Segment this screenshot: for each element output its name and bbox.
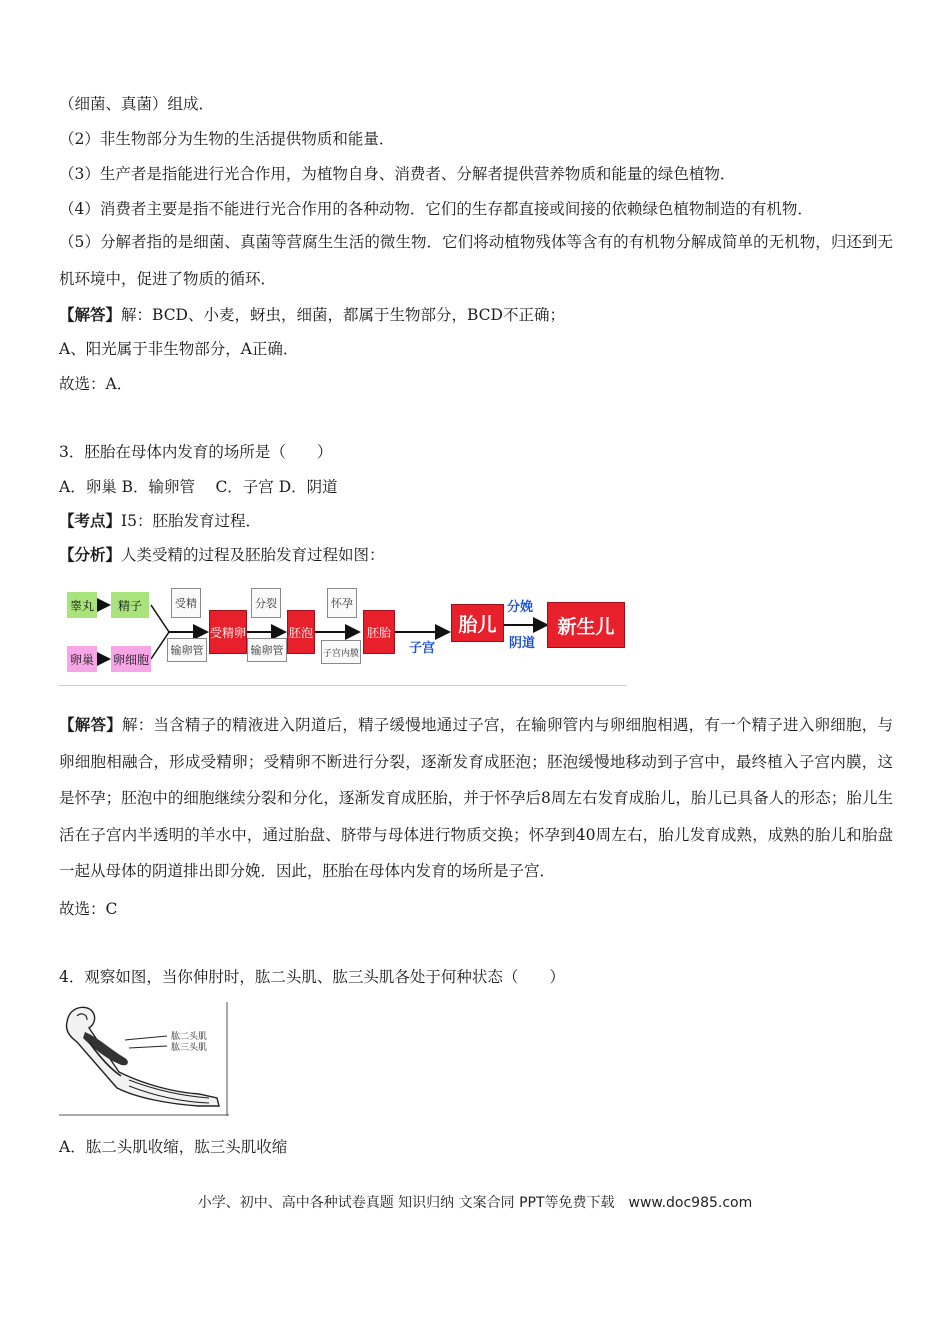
triceps-label: 肱三头肌 xyxy=(171,1043,208,1053)
biceps-label: 肱二头肌 xyxy=(171,1032,208,1042)
fetus-box: 胎儿 xyxy=(451,604,504,642)
fertilize-label: 受精 xyxy=(171,588,201,618)
pregnancy-label: 怀孕 xyxy=(327,588,357,618)
paragraph-decomposer: （5）分解者指的是细菌、真菌等营腐生生活的微生物．它们将动植物残体等含有的有机物分解成简单的无机物，归还到无机环境中，促进了物质的循环． xyxy=(59,233,893,288)
page-footer: 小学、初中、高中各种试卷真题 知识归纳 文案合同 PPT等免费下载 www.doc985.com xyxy=(197,1195,753,1211)
analysis-text: 人类受精的过程及胚胎发育过程如图： xyxy=(121,546,385,564)
answer-text: 解：BCD、小麦，蚜虫，细菌，都属于生物部分，BCD不正确； xyxy=(121,306,565,324)
answer-text: 解：当含精子的精液进入阴道后，精子缓慢地通过子宫，在输卵管内与卵细胞相遇，有一个精子进入卵细胞，与卵细胞相融合，形成受精卵；受精卵不断进行分裂，逐渐发育成胚泡；胚泡缓慢地移动到子宫中，最终植入子宫内膜，这是怀孕；胚泡中的细胞继续分裂和分化，逐渐发育成胚胎，并于怀孕后8周左右发育成胎儿，胎儿已具备人的形态；胎儿生活在子宫内半透明的羊水中，通过胎盘、脐带与母体进行物质交换；怀孕到40周左右，胎儿发育成熟，成熟的胎儿和胎盘一起从母体的阴道排出即分娩．因此，胚胎在母体内发育的场所是子宫． xyxy=(59,716,893,880)
blastocyst-box: 胚泡 xyxy=(287,610,315,654)
diagram-divider xyxy=(59,685,627,686)
newborn-box: 新生儿 xyxy=(547,602,625,648)
question-3-choose: 故选：C xyxy=(59,900,118,918)
arm-muscle-figure xyxy=(59,1002,229,1116)
oviduct-label-2: 输卵管 xyxy=(247,638,287,662)
choose-line: 故选：A． xyxy=(59,375,133,393)
endometrium-label: 子宫内膜 xyxy=(321,640,361,664)
analysis-label: 【分析】 xyxy=(59,545,122,564)
testis-box: 睾丸 xyxy=(67,592,97,618)
point-text: I5：胚胎发育过程． xyxy=(121,512,262,530)
paragraph-line: （4）消费者主要是指不能进行光合作用的各种动物．它们的生存都直接或间接的依赖绿色植物制造的有机物． xyxy=(59,200,813,218)
answer-a-line: A、阳光属于非生物部分，A正确． xyxy=(59,340,299,358)
question-3-analysis xyxy=(59,545,385,565)
answer-label: 【解答】 xyxy=(59,715,122,734)
question-4: 4．观察如图，当你伸肘时，肱二头肌、肱三头肌各处于何种状态（ ） xyxy=(59,968,565,986)
answer-label: 【解答】 xyxy=(59,305,122,324)
question-3-point xyxy=(59,511,261,531)
point-label: 【考点】 xyxy=(59,511,122,530)
question-3: 3．胚胎在母体内发育的场所是（ ） xyxy=(59,443,333,461)
paragraph-line: （3）生产者是指能进行光合作用，为植物自身、消费者、分解者提供营养物质和能量的绿色植物． xyxy=(59,165,736,183)
paragraph-line: （细菌、真菌）组成． xyxy=(59,95,215,113)
ovary-box: 卵巢 xyxy=(67,646,97,672)
answer-line xyxy=(59,305,565,325)
embryo-box: 胚胎 xyxy=(363,610,395,654)
paragraph-line: （2）非生物部分为生物的生活提供物质和能量． xyxy=(59,130,395,148)
zygote-box: 受精卵 xyxy=(209,610,247,654)
egg-box: 卵细胞 xyxy=(111,646,151,672)
split-label: 分裂 xyxy=(251,588,281,618)
question-3-options: A．卵巢 B．输卵管 C．子宫 D．阴道 xyxy=(59,478,338,496)
development-diagram xyxy=(59,576,629,686)
sperm-box: 精子 xyxy=(111,592,149,618)
arm-drawing xyxy=(59,1002,229,1116)
oviduct-label-1: 输卵管 xyxy=(167,638,207,662)
delivery-label: 分娩 xyxy=(507,600,534,615)
question-3-answer xyxy=(59,707,893,890)
uterus-label: 子宫 xyxy=(409,641,436,656)
vagina-label: 阴道 xyxy=(509,636,536,651)
question-4-option-a: A．肱二头肌收缩，肱三头肌收缩 xyxy=(59,1138,288,1156)
